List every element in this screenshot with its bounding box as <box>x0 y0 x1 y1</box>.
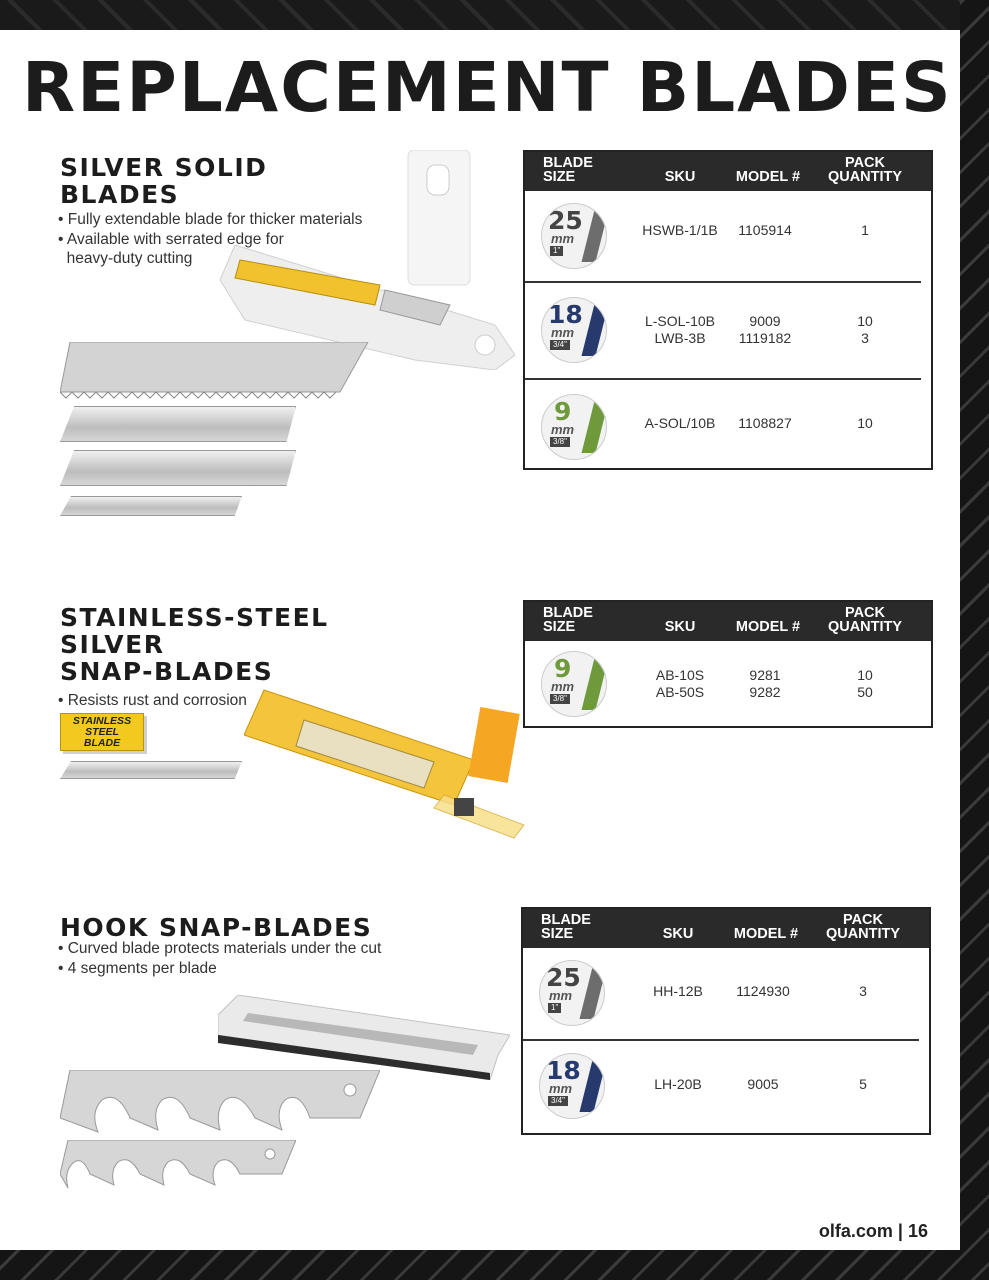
section-title-line: SILVER SOLID <box>60 153 268 182</box>
table-header <box>525 152 931 191</box>
hook-blade-small-image <box>60 1140 296 1195</box>
blade-size-number: 18 <box>548 300 583 329</box>
blade-size-unit: mm <box>551 231 575 246</box>
header-blade-size: SIZE <box>541 926 574 942</box>
blade-size-number: 25 <box>546 963 581 992</box>
header-model: MODEL # <box>735 169 801 185</box>
section-title-line: STAINLESS-STEEL <box>60 603 329 632</box>
spec-table-stainless <box>523 600 933 728</box>
table-row <box>525 283 921 380</box>
feature-item: • Fully extendable blade for thicker materials <box>58 210 362 230</box>
blade-size-badge <box>541 394 607 460</box>
blade-size-unit: mm <box>549 1081 573 1096</box>
blade-size-unit: mm <box>551 679 575 694</box>
blade-size-inch: 3/8" <box>550 694 570 704</box>
table-header <box>523 909 929 948</box>
blade-size-inch: 3/4" <box>550 340 570 350</box>
sku-value: AB-50S <box>655 684 705 700</box>
header-pack-quantity: QUANTITY <box>825 926 901 942</box>
header-sku: SKU <box>664 169 696 185</box>
model-value: 1119182 <box>738 330 792 346</box>
model-cell: 1124930 <box>736 983 790 999</box>
sku-cell <box>630 313 730 347</box>
blade-size-unit: mm <box>549 988 573 1003</box>
header-pack-quantity: QUANTITY <box>827 169 903 185</box>
model-value: 9282 <box>749 684 781 700</box>
header-sku: SKU <box>664 619 696 635</box>
header-blade-size: SIZE <box>543 619 576 635</box>
header-model: MODEL # <box>735 619 801 635</box>
table-row <box>523 1041 919 1133</box>
table-row <box>525 641 921 726</box>
snap-blade-image <box>60 761 242 779</box>
table-row <box>523 948 919 1041</box>
qty-cell: 3 <box>859 983 867 999</box>
small-blade-image <box>60 496 242 516</box>
blade-size-unit: mm <box>551 422 575 437</box>
page-border-right <box>960 0 989 1280</box>
section-title-line: SILVER <box>60 630 165 659</box>
blade-size-inch: 3/4" <box>548 1096 568 1106</box>
footer-separator: | <box>897 1221 903 1241</box>
table-row <box>525 191 921 283</box>
feature-item: heavy-duty cutting <box>66 250 193 267</box>
table-row <box>525 380 921 468</box>
model-cell <box>720 313 810 347</box>
sku-cell: LH-20B <box>654 1076 702 1092</box>
blade-dispenser-image <box>215 150 515 370</box>
header-blade-size: BLADE <box>543 605 593 621</box>
header-sku: SKU <box>662 926 694 942</box>
feature-item: • Curved blade protects materials under the cut <box>58 939 381 959</box>
header-blade-size: BLADE <box>543 155 593 171</box>
blade-size-badge <box>541 651 607 717</box>
blade-size-number: 9 <box>554 654 572 683</box>
blade-size-inch: 1" <box>550 246 563 256</box>
page-number: 16 <box>907 1221 928 1241</box>
model-value: 9281 <box>749 667 781 683</box>
blade-size-inch: 1" <box>548 1003 561 1013</box>
label-line: STAINLESS <box>72 715 132 727</box>
feature-item: • 4 segments per blade <box>58 959 381 979</box>
sku-cell: HH-12B <box>653 983 703 999</box>
feature-item: • Resists rust and corrosion <box>58 691 247 711</box>
header-pack-quantity: PACK <box>844 605 885 621</box>
qty-cell: 1 <box>861 222 869 238</box>
section-title-line: HOOK SNAP-BLADES <box>60 913 373 942</box>
page-title: REPLACEMENT BLADES <box>22 48 953 128</box>
section-title-line: BLADES <box>60 180 180 209</box>
section-title-hook <box>60 914 372 941</box>
qty-cell <box>815 667 915 701</box>
header-pack-quantity: PACK <box>842 912 883 928</box>
solid-blade-image <box>60 406 296 442</box>
qty-value: 10 <box>857 313 873 329</box>
blade-size-number: 9 <box>554 397 572 426</box>
blade-size-badge <box>541 297 607 363</box>
model-value: 9009 <box>749 313 781 329</box>
page-border-bottom <box>0 1250 989 1280</box>
sku-value: LWB-3B <box>654 330 706 346</box>
section-title-stainless <box>60 604 329 685</box>
model-cell: 1105914 <box>738 222 792 238</box>
section-title-line: SNAP-BLADES <box>60 657 274 686</box>
sku-cell <box>630 667 730 701</box>
table-header <box>525 602 931 641</box>
header-model: MODEL # <box>733 926 799 942</box>
header-blade-size: SIZE <box>543 169 576 185</box>
blade-size-badge <box>539 960 605 1026</box>
page-footer <box>819 1221 928 1242</box>
blade-size-inch: 3/8" <box>550 437 570 447</box>
model-cell: 9005 <box>747 1076 779 1092</box>
sku-cell: A-SOL/10B <box>644 415 716 431</box>
blade-size-badge <box>539 1053 605 1119</box>
sku-cell: HSWB-1/1B <box>642 222 718 238</box>
hook-blade-large-image <box>60 1070 380 1145</box>
blade-size-badge <box>541 203 607 269</box>
sku-value: AB-10S <box>655 667 705 683</box>
feature-list <box>58 939 381 978</box>
blade-size-unit: mm <box>551 325 575 340</box>
sku-value: L-SOL-10B <box>644 313 716 329</box>
qty-cell: 5 <box>859 1076 867 1092</box>
header-pack-quantity: QUANTITY <box>827 619 903 635</box>
hook-blade-case-image <box>218 995 510 1080</box>
blade-size-number: 18 <box>546 1056 581 1085</box>
qty-value: 10 <box>857 667 873 683</box>
qty-cell <box>815 313 915 347</box>
spec-table-silver-solid <box>523 150 933 470</box>
catalog-page <box>0 30 960 1250</box>
snap-blade-dispenser-image <box>244 680 530 840</box>
feature-list <box>58 691 247 711</box>
footer-site: olfa.com <box>818 1221 893 1241</box>
serrated-blade-image <box>60 342 370 400</box>
feature-item: • Available with serrated edge for <box>58 230 362 250</box>
blade-size-number: 25 <box>548 206 583 235</box>
qty-cell: 10 <box>857 415 873 431</box>
header-pack-quantity: PACK <box>844 155 885 171</box>
header-blade-size: BLADE <box>541 912 591 928</box>
label-line: STEEL <box>85 726 119 738</box>
model-cell <box>720 667 810 701</box>
label-line: BLADE <box>83 737 121 749</box>
qty-value: 50 <box>857 684 873 700</box>
model-cell: 1108827 <box>738 415 792 431</box>
spec-table-hook <box>521 907 931 1135</box>
qty-value: 3 <box>861 330 869 346</box>
wavy-blade-image <box>60 450 296 486</box>
stainless-steel-label <box>60 713 144 751</box>
